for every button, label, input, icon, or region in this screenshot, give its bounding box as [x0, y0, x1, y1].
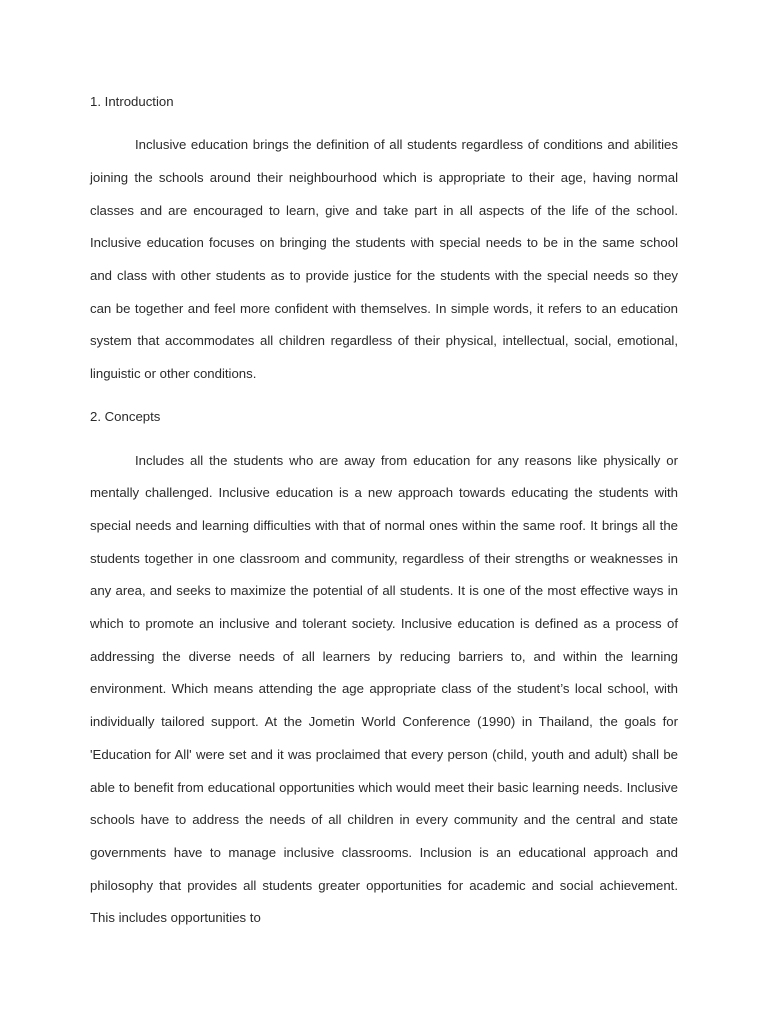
document-body — [90, 86, 678, 935]
paragraph-concepts: Includes all the students who are away from education for any reasons like physically or mentally challenged. Inclusive education is a new approach towards educating the students with special needs and learning difficulties with that of normal ones within the same roof. It brings all the students together in one classroom and community, regardless of their strengths or weaknesses in any area, and seeks to maximize the potential of all students. It is one of the most effective ways in which to promote an inclusive and tolerant society. Inclusive education is defined as a process of addressing the diverse needs of all learners by reducing barriers to, and within the learning environment. Which means attending the age appropriate class of the student’s local school, with individually tailored support. At the Jometin World Conference (1990) in Thailand, the goals for 'Education for All' were set and it was proclaimed that every person (child, youth and adult) shall be able to benefit from educational opportunities which would meet their basic learning needs. Inclusive schools have to address the needs of all children in every community and the central and state governments have to manage inclusive classrooms. Inclusion is an educational approach and philosophy that provides all students greater opportunities for academic and social achievement. This includes opportunities to — [90, 452, 678, 926]
section-heading-concepts: 2. Concepts — [90, 409, 161, 425]
section-heading-introduction: 1. Introduction — [90, 94, 174, 109]
paragraph-introduction: Inclusive education brings the definition of all students regardless of conditions and abilities joining the schools around their neighbourhood which is appropriate to their age, having normal classes and are encouraged to learn, give and take part in all aspects of the life of the school. Inclusive education focuses on bringing the students with special needs to be in the same school and class with other students as to provide justice for the students with the special needs so they can be together and feel more confident with themselves. In simple words, it refers to an education system that accommodates all children regardless of their physical, intellectual, social, emotional, linguistic or other conditions. — [90, 137, 678, 382]
